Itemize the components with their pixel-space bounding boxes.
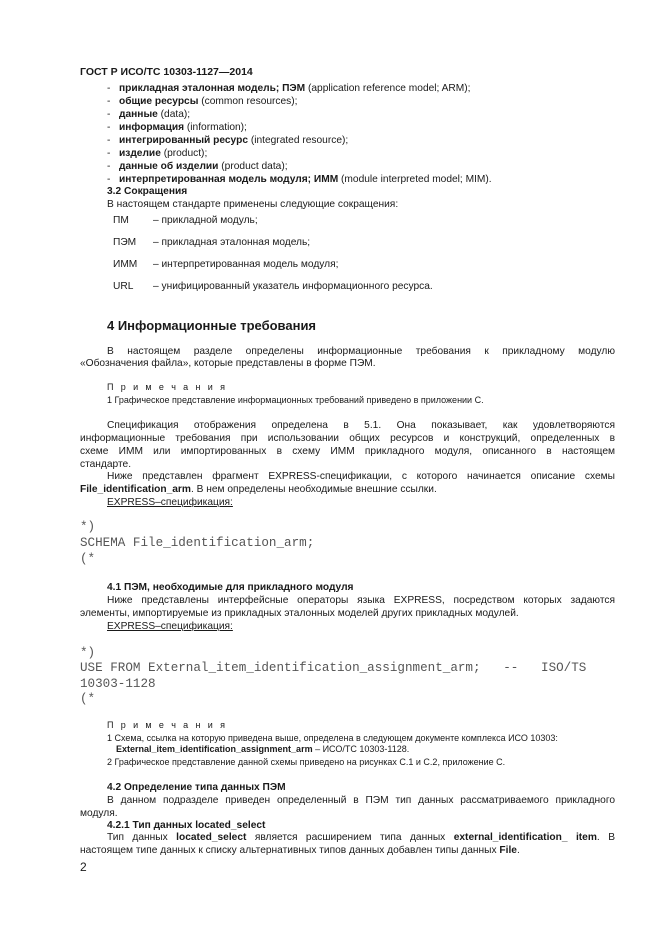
paragraph: стандарте. <box>80 459 132 470</box>
paragraph: Тип данных located_select является расширением типа данных external_identification_ item. В <box>107 832 615 843</box>
paragraph: В настоящем разделе определены информационные требования к прикладному модулю <box>107 346 615 357</box>
paragraph: схеме ИММ или импортированных в схему ИММ прикладного модуля, описанного в настоящем <box>80 446 615 457</box>
list-item: - данные об изделии (product data); <box>107 161 288 172</box>
note-text: 1 Схема, ссылка на которую приведена выше, определена в следующем документе комплекса ИСО 10303: <box>107 733 558 743</box>
list-item: - прикладная эталонная модель; ПЭМ (application reference model; ARM); <box>107 83 471 94</box>
code-line: *) <box>80 520 96 534</box>
paragraph: В данном подразделе приведен определенный в ПЭМ тип данных рассматриваемого прикладного <box>107 795 615 806</box>
list-item: - общие ресурсы (common resources); <box>107 96 298 107</box>
section-heading-4-2: 4.2 Определение типа данных ПЭМ <box>107 782 286 793</box>
code-line: (* <box>80 552 96 566</box>
paragraph: «Обозначения файла», которые представлены в форме ПЭМ. <box>80 358 376 369</box>
express-label: EXPRESS–спецификация: <box>107 497 233 508</box>
paragraph: информационные требования при использовании общих ресурсов и конструкций, определенных в <box>80 433 615 444</box>
paragraph: элементы, импортируемые из прикладных эталонных моделей других прикладных модулей. <box>80 608 519 619</box>
note-text: 1 Графическое представление информационных требований приведено в приложении С. <box>107 395 484 405</box>
paragraph: File_identification_arm. В нем определены необходимые внешние ссылки. <box>80 484 437 495</box>
abbreviation-value: – унифицированный указатель информационного ресурса. <box>153 281 433 292</box>
list-item: - интегрированный ресурс (integrated resource); <box>107 135 349 146</box>
code-line: 10303-1128 <box>80 677 156 691</box>
list-item: - интерпретированная модель модуля; ИММ (module interpreted model; MIM). <box>107 174 492 185</box>
section-heading-3-2: 3.2 Сокращения <box>107 186 188 197</box>
paragraph: настоящем типе данных к списку альтернативных типов данных добавлен типы данных File. <box>80 845 520 856</box>
code-line: SCHEMA File_identification_arm; <box>80 536 315 550</box>
abbreviation-value: – прикладной модуль; <box>153 215 258 226</box>
list-item: - данные (data); <box>107 109 191 120</box>
paragraph: Спецификация отображения определена в 5.1. Она показывает, как удовлетворяются <box>107 420 615 431</box>
abbreviation-key: ПЭМ <box>113 237 137 248</box>
list-item: - информация (information); <box>107 122 247 133</box>
page-number: 2 <box>80 860 87 874</box>
abbreviation-key: ИММ <box>113 259 138 270</box>
code-line: (* <box>80 692 96 706</box>
note-label: П р и м е ч а н и я <box>107 382 228 392</box>
note-text: External_item_identification_assignment_arm – ИСО/ТС 10303-1128. <box>116 744 410 754</box>
note-text: 2 Графическое представление данной схемы приведено на рисунках С.1 и С.2, приложение С. <box>107 757 506 767</box>
code-line: *) <box>80 646 96 660</box>
code-line: USE FROM External_item_identification_assignment_arm; -- ISO/TS <box>80 661 587 675</box>
paragraph: модуля. <box>80 808 118 819</box>
abbreviation-value: – интерпретированная модель модуля; <box>153 259 339 270</box>
abbreviation-value: – прикладная эталонная модель; <box>153 237 311 248</box>
express-label: EXPRESS–спецификация: <box>107 621 233 632</box>
paragraph: Ниже представлены интерфейсные операторы языка EXPRESS, посредством которых задаются <box>107 595 615 606</box>
list-item: - изделие (product); <box>107 148 208 159</box>
subsection-heading-4-2-1: 4.2.1 Тип данных located_select <box>107 820 266 831</box>
paragraph: Ниже представлен фрагмент EXPRESS-спецификации, с которого начинается описание схемы <box>107 471 615 482</box>
abbreviation-key: ПМ <box>113 215 129 226</box>
section-heading-4-1: 4.1 ПЭМ, необходимые для прикладного модуля <box>107 582 354 593</box>
abbreviation-key: URL <box>113 281 134 292</box>
section-heading-4: 4 Информационные требования <box>107 318 317 333</box>
document-header: ГОСТ Р ИСО/ТС 10303-1127—2014 <box>80 66 253 78</box>
section-intro: В настоящем стандарте применены следующие сокращения: <box>107 199 399 210</box>
note-label: П р и м е ч а н и я <box>107 720 228 730</box>
